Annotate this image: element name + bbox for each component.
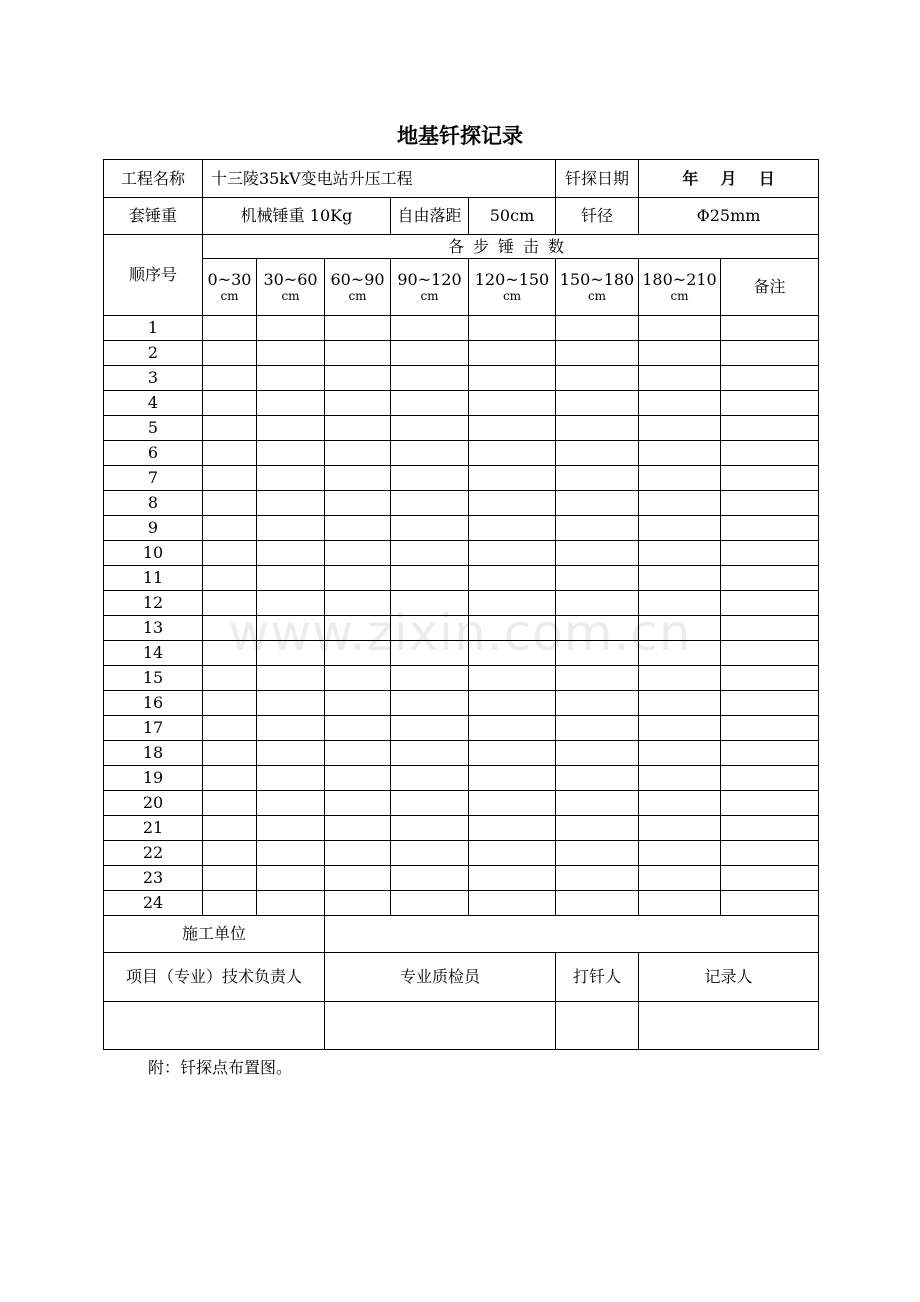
table-row [104,766,819,791]
depth-range-header [325,259,391,316]
remark-cell[interactable] [721,516,819,541]
project-name-label: 工程名称 [104,160,203,198]
rod-diameter-value[interactable]: Φ25mm [639,198,819,235]
quality-inspector-label: 专业质检员 [325,953,556,1002]
blow-count-cell[interactable] [639,666,721,691]
row-sequence-number: 12 [104,591,203,616]
blow-count-cell[interactable] [639,316,721,341]
remark-cell[interactable] [721,716,819,741]
blow-count-cell[interactable] [203,316,257,341]
table-row [104,491,819,516]
blow-count-cell[interactable] [556,716,639,741]
remark-header: 备注 [721,259,819,316]
table-row [104,716,819,741]
blow-count-cell[interactable] [469,391,556,416]
blow-count-cell[interactable] [639,391,721,416]
blow-count-cell[interactable] [391,441,469,466]
row-sequence-number: 3 [104,366,203,391]
row-sequence-number: 10 [104,541,203,566]
rod-diameter-label: 钎径 [556,198,639,235]
blow-count-cell[interactable] [391,566,469,591]
blow-count-cell[interactable] [257,816,325,841]
blow-count-cell[interactable] [556,516,639,541]
remark-cell[interactable] [721,741,819,766]
blow-count-cell[interactable] [257,566,325,591]
row-sequence-number: 1 [104,316,203,341]
blow-count-cell[interactable] [325,741,391,766]
remark-cell[interactable] [721,316,819,341]
range-unit: cm [670,289,689,304]
blow-count-cell[interactable] [257,891,325,916]
blow-count-cell[interactable] [391,691,469,716]
blow-count-cell[interactable] [203,891,257,916]
row-sequence-number: 6 [104,441,203,466]
blow-count-cell[interactable] [203,491,257,516]
range-unit: cm [281,289,300,304]
table-row [104,466,819,491]
blow-count-cell[interactable] [469,816,556,841]
blow-count-cell[interactable] [391,391,469,416]
blow-count-cell[interactable] [325,341,391,366]
blow-count-cell[interactable] [639,691,721,716]
blow-count-cell[interactable] [325,816,391,841]
range-value: 0~30 [207,270,252,290]
sequence-number-header: 顺序号 [104,235,203,316]
blow-count-cell[interactable] [469,366,556,391]
blow-count-cell[interactable] [556,491,639,516]
table-row [104,541,819,566]
blow-count-cell[interactable] [325,466,391,491]
remark-cell[interactable] [721,441,819,466]
row-sequence-number: 8 [104,491,203,516]
blow-count-cell[interactable] [639,466,721,491]
row-sequence-number: 14 [104,641,203,666]
table-row [104,666,819,691]
remark-cell[interactable] [721,841,819,866]
blow-count-cell[interactable] [257,466,325,491]
blow-count-cell[interactable] [469,891,556,916]
row-sequence-number: 21 [104,816,203,841]
table-row [104,791,819,816]
blow-count-cell[interactable] [203,416,257,441]
blow-count-cell[interactable] [556,741,639,766]
blow-count-cell[interactable] [469,741,556,766]
row-sequence-number: 18 [104,741,203,766]
blow-count-cell[interactable] [257,366,325,391]
blow-count-cell[interactable] [257,866,325,891]
project-name-value[interactable]: 十三陵35kV变电站升压工程 [203,160,556,198]
row-sequence-number: 15 [104,666,203,691]
blow-count-cell[interactable] [639,766,721,791]
blow-count-cell[interactable] [203,366,257,391]
blow-count-cell[interactable] [257,666,325,691]
blow-count-cell[interactable] [203,541,257,566]
blow-count-cell[interactable] [391,741,469,766]
depth-range-header [469,259,556,316]
blow-count-cell[interactable] [325,716,391,741]
remark-cell[interactable] [721,391,819,416]
blow-count-cell[interactable] [556,691,639,716]
blow-count-cell[interactable] [639,341,721,366]
blow-count-cell[interactable] [203,841,257,866]
blow-count-cell[interactable] [556,666,639,691]
blow-count-cell[interactable] [639,491,721,516]
watermark: www.zixin.com.cn [228,604,692,662]
blow-count-cell[interactable] [325,766,391,791]
blow-count-cell[interactable] [325,566,391,591]
blow-count-cell[interactable] [203,741,257,766]
row-sequence-number: 22 [104,841,203,866]
blow-count-cell[interactable] [257,841,325,866]
table-row [104,866,819,891]
blow-count-cell[interactable] [257,741,325,766]
blow-count-cell[interactable] [556,766,639,791]
table-row [104,441,819,466]
blow-count-cell[interactable] [556,391,639,416]
blow-count-cell[interactable] [257,716,325,741]
depth-range-header [556,259,639,316]
remark-cell[interactable] [721,491,819,516]
blow-count-cell[interactable] [257,691,325,716]
blow-count-cell[interactable] [391,516,469,541]
attachment-note: 附：钎探点布置图。 [148,1058,293,1077]
blow-count-cell[interactable] [391,541,469,566]
blow-count-cell[interactable] [391,716,469,741]
probe-date-label: 钎探日期 [556,160,639,198]
blow-count-cell[interactable] [203,716,257,741]
blow-count-cell[interactable] [325,841,391,866]
range-value: 60~90 [330,270,385,290]
blow-count-cell[interactable] [469,841,556,866]
blow-count-cell[interactable] [257,791,325,816]
blow-count-cell[interactable] [203,791,257,816]
blow-count-cell[interactable] [639,366,721,391]
depth-range-header [203,259,257,316]
blow-count-cell[interactable] [556,441,639,466]
blow-count-group-header: 各步锤击数 [203,235,819,259]
row-sequence-number: 7 [104,466,203,491]
blow-count-cell[interactable] [469,691,556,716]
row-sequence-number: 19 [104,766,203,791]
remark-cell[interactable] [721,766,819,791]
blow-count-cell[interactable] [639,566,721,591]
row-sequence-number: 5 [104,416,203,441]
blow-count-cell[interactable] [203,766,257,791]
blow-count-cell[interactable] [257,541,325,566]
table-row [104,391,819,416]
depth-range-header [257,259,325,316]
blow-count-cell[interactable] [257,516,325,541]
table-row [104,316,819,341]
blow-count-cell[interactable] [469,341,556,366]
table-row [104,841,819,866]
blow-count-cell[interactable] [556,316,639,341]
construction-unit-label: 施工单位 [104,916,325,953]
range-unit: cm [348,289,367,304]
range-value: 90~120 [397,270,462,290]
row-sequence-number: 24 [104,891,203,916]
remark-cell[interactable] [721,466,819,491]
remark-cell[interactable] [721,866,819,891]
table-row [104,516,819,541]
blow-count-cell[interactable] [556,891,639,916]
blow-count-cell[interactable] [469,866,556,891]
blow-count-cell[interactable] [325,316,391,341]
table-row [104,691,819,716]
blow-count-cell[interactable] [391,666,469,691]
blow-count-cell[interactable] [257,341,325,366]
row-sequence-number: 17 [104,716,203,741]
blow-count-cell[interactable] [325,541,391,566]
blow-count-cell[interactable] [391,791,469,816]
blow-count-cell[interactable] [391,416,469,441]
blow-count-cell[interactable] [556,416,639,441]
blow-count-cell[interactable] [257,766,325,791]
probe-date-value[interactable]: 年 月 日 [639,160,819,198]
blow-count-cell[interactable] [325,491,391,516]
blow-count-cell[interactable] [469,666,556,691]
driller-signature[interactable] [556,1002,639,1050]
remark-cell[interactable] [721,891,819,916]
blow-count-cell[interactable] [556,366,639,391]
blow-count-cell[interactable] [325,416,391,441]
blow-count-cell[interactable] [469,491,556,516]
blow-count-cell[interactable] [325,691,391,716]
blow-count-cell[interactable] [556,466,639,491]
blow-count-cell[interactable] [556,841,639,866]
tech-lead-signature[interactable] [104,1002,325,1050]
blow-count-cell[interactable] [639,866,721,891]
blow-count-cell[interactable] [469,466,556,491]
blow-count-cell[interactable] [391,816,469,841]
blow-count-cell[interactable] [469,541,556,566]
blow-count-cell[interactable] [639,841,721,866]
blow-count-cell[interactable] [639,791,721,816]
blow-count-cell[interactable] [556,541,639,566]
remark-cell[interactable] [721,816,819,841]
blow-count-cell[interactable] [391,316,469,341]
blow-count-cell[interactable] [556,866,639,891]
remark-cell[interactable] [721,791,819,816]
range-unit: cm [420,289,439,304]
driller-label: 打钎人 [556,953,639,1002]
depth-range-header [639,259,721,316]
range-value: 180~210 [642,270,717,290]
range-unit: cm [502,289,522,304]
blow-count-cell[interactable] [469,416,556,441]
remark-cell[interactable] [721,541,819,566]
blow-count-cell[interactable] [325,866,391,891]
row-sequence-number: 11 [104,566,203,591]
blow-count-cell[interactable] [257,316,325,341]
blow-count-cell[interactable] [391,341,469,366]
blow-count-cell[interactable] [469,766,556,791]
blow-count-cell[interactable] [325,391,391,416]
blow-count-cell[interactable] [556,791,639,816]
blow-count-cell[interactable] [639,741,721,766]
blow-count-cell[interactable] [639,816,721,841]
blow-count-cell[interactable] [203,466,257,491]
blow-count-cell[interactable] [639,891,721,916]
blow-count-cell[interactable] [325,666,391,691]
range-unit: cm [220,289,239,304]
free-drop-value[interactable]: 50cm [469,198,556,235]
blow-count-cell[interactable] [203,691,257,716]
blow-count-cell[interactable] [203,666,257,691]
blow-count-cell[interactable] [203,441,257,466]
blow-count-cell[interactable] [257,391,325,416]
row-sequence-number: 13 [104,616,203,641]
range-value: 30~60 [263,270,318,290]
recorder-signature[interactable] [639,1002,819,1050]
remark-cell[interactable] [721,416,819,441]
blow-count-cell[interactable] [639,716,721,741]
blow-count-cell[interactable] [325,791,391,816]
blow-count-cell[interactable] [257,491,325,516]
row-sequence-number: 16 [104,691,203,716]
blow-count-cell[interactable] [325,441,391,466]
range-unit: cm [587,289,607,304]
table-row [104,366,819,391]
blow-count-cell[interactable] [203,866,257,891]
table-row [104,816,819,841]
remark-cell[interactable] [721,341,819,366]
remark-cell[interactable] [721,666,819,691]
blow-count-cell[interactable] [325,366,391,391]
remark-cell[interactable] [721,366,819,391]
table-row [104,341,819,366]
hammer-weight-value[interactable]: 机械锤重 10Kg [203,198,391,235]
recorder-label: 记录人 [639,953,819,1002]
blow-count-cell[interactable] [325,516,391,541]
blow-count-cell[interactable] [639,416,721,441]
blow-count-cell[interactable] [469,516,556,541]
range-value: 120~150 [474,270,550,290]
row-sequence-number: 9 [104,516,203,541]
blow-count-cell[interactable] [257,441,325,466]
depth-range-header [391,259,469,316]
blow-count-cell[interactable] [639,541,721,566]
blow-count-cell[interactable] [556,816,639,841]
blow-count-cell[interactable] [469,566,556,591]
remark-cell[interactable] [721,566,819,591]
table-row [104,741,819,766]
row-sequence-number: 20 [104,791,203,816]
construction-unit-value[interactable] [325,916,819,953]
blow-count-cell[interactable] [391,766,469,791]
blow-count-cell[interactable] [391,366,469,391]
blow-count-cell[interactable] [257,416,325,441]
blow-count-cell[interactable] [469,441,556,466]
blow-count-cell[interactable] [556,566,639,591]
blow-count-cell[interactable] [639,516,721,541]
blow-count-cell[interactable] [556,341,639,366]
table-row [104,566,819,591]
range-value: 150~180 [559,270,635,290]
table-row [104,891,819,916]
row-sequence-number: 4 [104,391,203,416]
quality-inspector-signature[interactable] [325,1002,556,1050]
tech-lead-label: 项目（专业）技术负责人 [104,953,325,1002]
blow-count-cell[interactable] [469,716,556,741]
blow-count-cell[interactable] [391,491,469,516]
blow-count-cell[interactable] [203,341,257,366]
blow-count-cell[interactable] [391,466,469,491]
blow-count-cell[interactable] [203,816,257,841]
blow-count-cell[interactable] [469,316,556,341]
free-drop-label: 自由落距 [391,198,469,235]
blow-count-cell[interactable] [203,391,257,416]
remark-cell[interactable] [721,691,819,716]
page-title: 地基钎探记录 [397,124,523,148]
hammer-weight-label: 套锤重 [104,198,203,235]
blow-count-cell[interactable] [391,891,469,916]
blow-count-cell[interactable] [469,791,556,816]
blow-count-cell[interactable] [203,566,257,591]
row-sequence-number: 23 [104,866,203,891]
blow-count-cell[interactable] [391,841,469,866]
row-sequence-number: 2 [104,341,203,366]
blow-count-cell[interactable] [639,441,721,466]
blow-count-cell[interactable] [325,891,391,916]
blow-count-cell[interactable] [391,866,469,891]
table-row [104,416,819,441]
blow-count-cell[interactable] [203,516,257,541]
